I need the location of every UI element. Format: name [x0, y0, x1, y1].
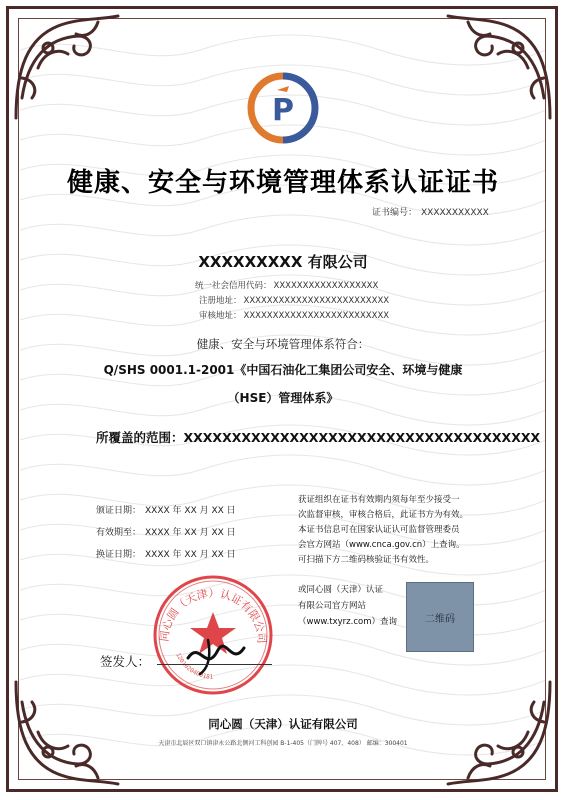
seal-text: 同心圆（天津）认证有限公司: [157, 586, 269, 645]
renew-date-row: [96, 547, 236, 560]
valid-until-row: [96, 525, 236, 538]
corner-ornament-bottom-right: [438, 672, 558, 792]
note-line: 获证组织在证书有效期内须每年至少接受一: [298, 495, 460, 505]
company-logo: [247, 72, 319, 144]
registered-address-label: 注册地址：: [199, 296, 242, 306]
credit-code-value: XXXXXXXXXXXXXXXXXX: [273, 281, 379, 291]
note-line: 可扫描下方二维码核验证书有效性。: [298, 555, 435, 565]
corner-ornament-bottom-left: [8, 672, 128, 792]
verify-line: 有限公司官方网站: [298, 601, 367, 611]
note-line: 会官方网站（www.cnca.gov.cn）上查询。: [298, 540, 465, 550]
company-seal: [148, 570, 278, 700]
certificate-title: 健康、安全与环境管理体系认证证书: [66, 168, 499, 198]
standard-intro: 健康、安全与环境管理体系符合：: [196, 337, 370, 351]
issuer-name: 同心圆（天津）认证有限公司: [208, 717, 358, 731]
qr-code-label: 二维码: [425, 613, 455, 625]
corner-ornament-top-right: [438, 8, 558, 128]
valid-until-label: 有效期至：: [96, 528, 142, 538]
standard-line-2: （HSE）管理体系》: [227, 391, 339, 405]
certificate-number-value: XXXXXXXXXXX: [421, 208, 489, 218]
credit-code-row: [195, 279, 378, 291]
signature-line: [157, 664, 272, 665]
issue-date-value: XXXX 年 XX 月 XX 日: [145, 506, 236, 516]
issuer-address: 天津市北辰区双口镇津永公路北侧河工科创园 B-1-405（门牌号 407、408） 邮编：300401: [158, 740, 408, 747]
signature-scribble: [188, 646, 244, 659]
audit-address-row: [199, 309, 389, 321]
note-line: 次监督审核，审核合格后，此证书方为有效。: [298, 510, 469, 520]
audit-address-label: 审核地址：: [199, 311, 242, 321]
issue-date-row: [96, 503, 236, 516]
company-name: XXXXXXXXX 有限公司: [198, 253, 368, 271]
valid-until-value: XXXX 年 XX 月 XX 日: [145, 528, 236, 538]
corner-ornament-top-left: [8, 8, 128, 128]
registered-address-row: [199, 294, 389, 306]
website-verify-note: [298, 582, 408, 630]
validity-notes: [298, 493, 498, 568]
seal-number: 1201020400181: [174, 651, 214, 681]
certificate-number: [372, 205, 489, 218]
standard-line-1: Q/SHS 0001.1-2001《中国石油化工集团公司安全、环境与健康: [103, 363, 463, 377]
credit-code-label: 统一社会信用代码：: [195, 281, 272, 291]
renew-date-value: XXXX 年 XX 月 XX 日: [145, 550, 236, 560]
audit-address-value: XXXXXXXXXXXXXXXXXXXXXXXXX: [243, 311, 390, 321]
note-line: 本证书信息可在国家认证认可监督管理委员: [298, 525, 460, 535]
renew-date-label: 换证日期：: [96, 550, 142, 560]
verify-line: （www.txyrz.com）查询: [298, 617, 397, 627]
qr-code-placeholder[interactable]: [406, 582, 474, 652]
scope-value: XXXXXXXXXXXXXXXXXXXXXXXXXXXXXXXXXXXXX: [183, 430, 541, 445]
scope-row: [96, 428, 540, 446]
certificate-number-label: 证书编号：: [372, 208, 418, 218]
registered-address-value: XXXXXXXXXXXXXXXXXXXXXXXXX: [243, 296, 390, 306]
logo-letter: P: [272, 93, 294, 128]
signer-label: 签发人：: [100, 654, 151, 669]
scope-label: 所覆盖的范围：: [96, 430, 184, 445]
verify-line: 或同心圆（天津）认证: [298, 585, 384, 595]
issue-date-label: 颁证日期：: [96, 506, 142, 516]
